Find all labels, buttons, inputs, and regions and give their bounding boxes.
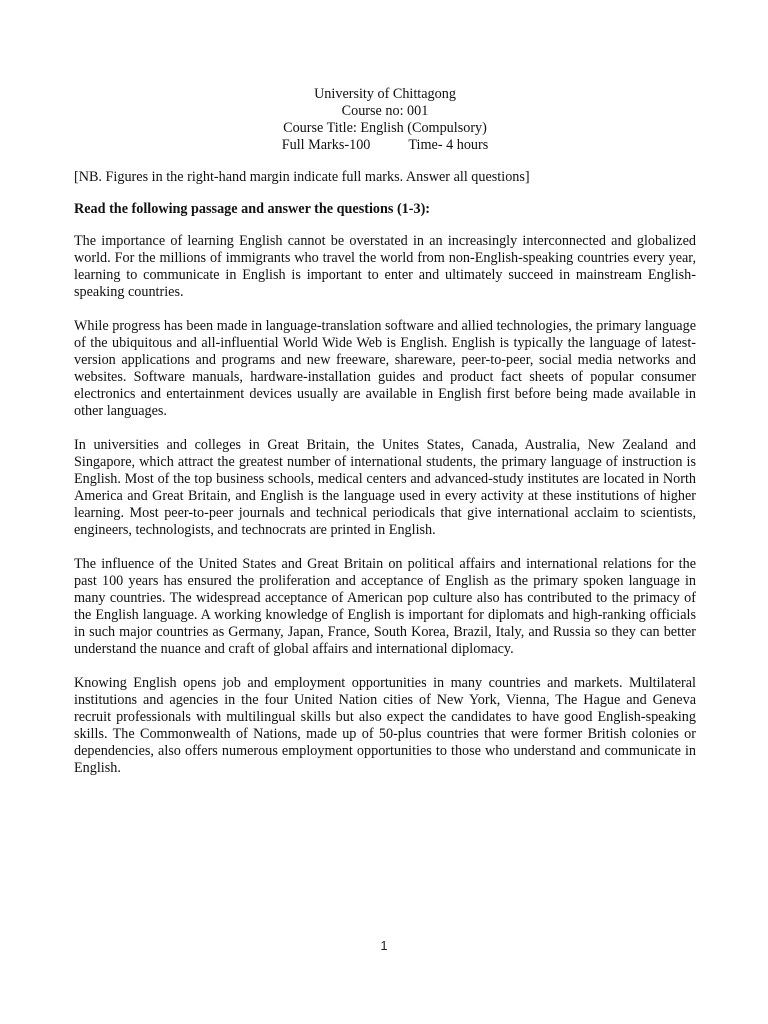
passage-paragraph-1: The importance of learning English cannot be overstated in an increasingly interconnected and globalized world. For the millions of immigrants who travel the world from non-English-speaking countries every year, learning to communicate in English is important to enter and ultimately succeed in mainstream English-speaking countries. <box>74 233 696 300</box>
exam-header <box>74 86 696 154</box>
course-number: Course no: 001 <box>341 103 429 119</box>
page-number: 1 <box>380 938 388 953</box>
university-name: University of Chittagong <box>314 86 456 102</box>
passage-paragraph-5: Knowing English opens job and employment opportunities in many countries and markets. Multilateral institutions and agencies in the four United Nation cities of New York, Vienna, The Hague and Geneva recruit professionals with multilingual skills but also expect the candidates to have good English-speaking skills. The Commonwealth of Nations, made up of 50-plus countries that were former British colonies or dependencies, also offers numerous employment opportunities to those who understand and communicate in English. <box>74 675 696 776</box>
passage-paragraph-2: While progress has been made in language-translation software and allied technologies, the primary language of the ubiquitous and all-influential World Wide Web is English. English is typically the language of latest-version applications and programs and new freeware, shareware, peer-to-peer, social media networks and websites. Software manuals, hardware-installation guides and product fact sheets of popular consumer electronics and entertainment devices usually are available in English first before being made available in other languages. <box>74 318 696 419</box>
passage-paragraph-3: In universities and colleges in Great Britain, the Unites States, Canada, Australia, New Zealand and Singapore, which attract the greatest number of international students, the primary language of instruction is English. Most of the top business schools, medical centers and advanced-study institutes are located in North America and Great Britain, and English is the language used in every activity at these institutions of higher learning. Most peer-to-peer journals and technical periodicals that give international acclaim to scientists, engineers, technologists, and technocrats are printed in English. <box>74 437 696 538</box>
course-title: Course Title: English (Compulsory) <box>283 120 487 136</box>
passage-paragraph-4: The influence of the United States and Great Britain on political affairs and international relations for the past 100 years has ensured the proliferation and acceptance of English as the primary spoken language in many countries. The widespread acceptance of American pop culture also has contributed to the primacy of the English language. A working knowledge of English is important for diplomats and high-ranking officials in such major countries as Germany, Japan, France, South Korea, Brazil, Italy, and Russia so they can better understand the nuance and craft of global affairs and international diplomacy. <box>74 556 696 657</box>
passage-instruction: Read the following passage and answer the questions (1-3): <box>74 201 431 217</box>
document-page <box>74 86 696 794</box>
nb-note: [NB. Figures in the right-hand margin indicate full marks. Answer all questions] <box>74 169 530 185</box>
full-marks: Full Marks-100 <box>281 137 371 153</box>
exam-time: Time- 4 hours <box>408 137 489 153</box>
marks-time-line <box>74 137 696 154</box>
